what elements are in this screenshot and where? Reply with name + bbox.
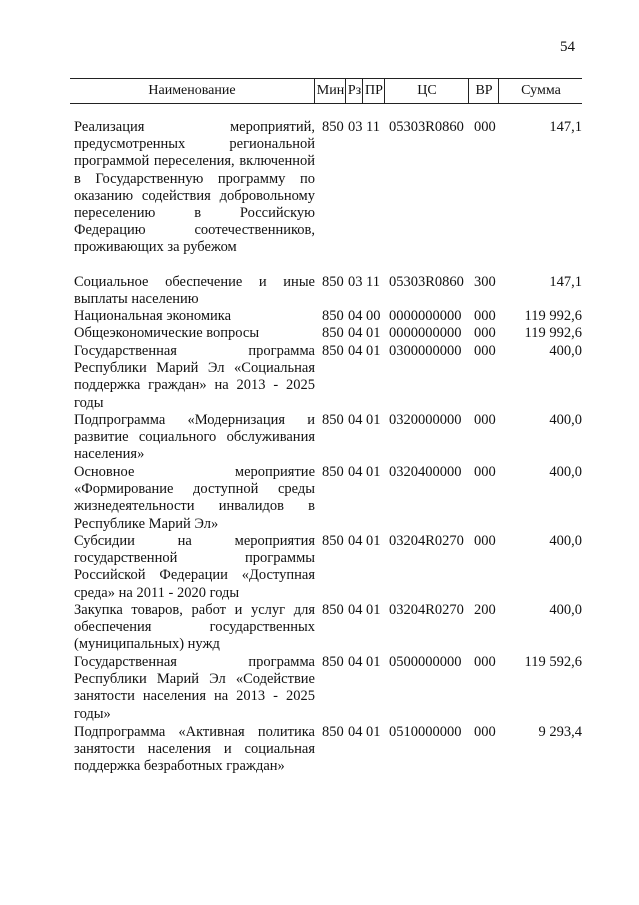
row-cs: 03204R0270 (389, 533, 464, 549)
row-name: Национальная экономика (74, 308, 232, 324)
row-vr: 000 (474, 119, 496, 135)
row-sum: 400,0 (549, 602, 582, 618)
row-rz: 03 (348, 119, 363, 135)
row-sum: 119 992,6 (524, 308, 582, 324)
row-sum: 400,0 (549, 343, 582, 359)
row-cs: 0500000000 (389, 654, 462, 670)
row-cs: 0320000000 (389, 412, 462, 428)
row-min: 850 (322, 533, 344, 549)
row-pr: 11 (366, 274, 380, 290)
row-sum: 119 992,6 (524, 325, 582, 341)
row-sum: 400,0 (549, 412, 582, 428)
row-cs: 0300000000 (389, 343, 462, 359)
column-header-cs: ЦС (384, 79, 469, 103)
row-min: 850 (322, 274, 344, 290)
row-vr: 000 (474, 343, 496, 359)
row-min: 850 (322, 654, 344, 670)
row-cs: 0000000000 (389, 308, 462, 324)
row-rz: 04 (348, 343, 363, 359)
row-pr: 01 (366, 464, 381, 480)
row-name: Реализация мероприятий, предусмотренных региональной программой переселения, включенной в Государственную программу по оказанию содействия добровольному переселению в Российскую Федерацию соотечественников, проживающих за рубежом (74, 119, 315, 256)
row-min: 850 (322, 119, 344, 135)
row-rz: 04 (348, 533, 363, 549)
row-vr: 000 (474, 464, 496, 480)
row-rz: 04 (348, 464, 363, 480)
row-min: 850 (322, 602, 344, 618)
row-sum: 147,1 (549, 274, 582, 290)
row-name: Закупка товаров, работ и услуг для обеспечения государственных (муниципальных) нужд (74, 602, 315, 653)
row-rz: 04 (348, 308, 363, 324)
row-min: 850 (322, 724, 344, 740)
column-header-name: Наименование (148, 83, 236, 98)
row-rz: 04 (348, 602, 363, 618)
row-sum: 119 592,6 (524, 654, 582, 670)
row-vr: 000 (474, 308, 496, 324)
row-min: 850 (322, 343, 344, 359)
row-sum: 400,0 (549, 533, 582, 549)
row-vr: 000 (474, 325, 496, 341)
row-cs: 0000000000 (389, 325, 462, 341)
row-vr: 000 (474, 412, 496, 428)
row-pr: 00 (366, 308, 381, 324)
row-rz: 04 (348, 325, 363, 341)
row-rz: 03 (348, 274, 363, 290)
row-cs: 0510000000 (389, 724, 462, 740)
row-name: Социальное обеспечение и иные выплаты населению (74, 274, 315, 308)
row-pr: 01 (366, 533, 381, 549)
row-vr: 000 (474, 654, 496, 670)
row-rz: 04 (348, 654, 363, 670)
row-cs: 05303R0860 (389, 274, 464, 290)
row-name: Государственная программа Республики Марий Эл «Содействие занятости населения на 2013 - 2025 годы» (74, 654, 315, 722)
row-vr: 200 (474, 602, 496, 618)
row-name: Общеэкономические вопросы (74, 325, 260, 341)
row-vr: 300 (474, 274, 496, 290)
row-pr: 01 (366, 602, 381, 618)
row-name: Государственная программа Республики Марий Эл «Социальная поддержка граждан» на 2013 - 2025 годы (74, 343, 315, 411)
row-pr: 01 (366, 325, 381, 341)
row-pr: 01 (366, 343, 381, 359)
column-header-sum: Сумма (498, 79, 583, 103)
row-pr: 01 (366, 654, 381, 670)
row-cs: 03204R0270 (389, 602, 464, 618)
column-header-vr: ВР (468, 79, 499, 103)
column-header-pr: ПР (362, 79, 385, 103)
row-vr: 000 (474, 724, 496, 740)
row-sum: 147,1 (549, 119, 582, 135)
row-rz: 04 (348, 724, 363, 740)
row-cs: 0320400000 (389, 464, 462, 480)
row-name: Основное мероприятие «Формирование доступной среды жизнедеятельности инвалидов в Республике Марий Эл» (74, 464, 315, 532)
row-min: 850 (322, 308, 344, 324)
row-min: 850 (322, 412, 344, 428)
row-sum: 9 293,4 (538, 724, 582, 740)
row-min: 850 (322, 464, 344, 480)
row-min: 850 (322, 325, 344, 341)
row-name: Субсидии на мероприятия государственной программы Российской Федерации «Доступная среда» на 2011 - 2020 годы (74, 533, 315, 601)
row-name: Подпрограмма «Активная политика занятости населения и социальная поддержка безработных граждан» (74, 724, 315, 775)
column-header-min: Мин (314, 79, 346, 103)
row-pr: 11 (366, 119, 380, 135)
row-vr: 000 (474, 533, 496, 549)
row-name: Подпрограмма «Модернизация и развитие социального обслуживания населения» (74, 412, 315, 463)
row-rz: 04 (348, 412, 363, 428)
page-number: 54 (560, 39, 575, 55)
column-header-rz: Рз (345, 79, 363, 103)
row-cs: 05303R0860 (389, 119, 464, 135)
row-pr: 01 (366, 724, 381, 740)
table-header (70, 78, 582, 104)
row-sum: 400,0 (549, 464, 582, 480)
row-pr: 01 (366, 412, 381, 428)
